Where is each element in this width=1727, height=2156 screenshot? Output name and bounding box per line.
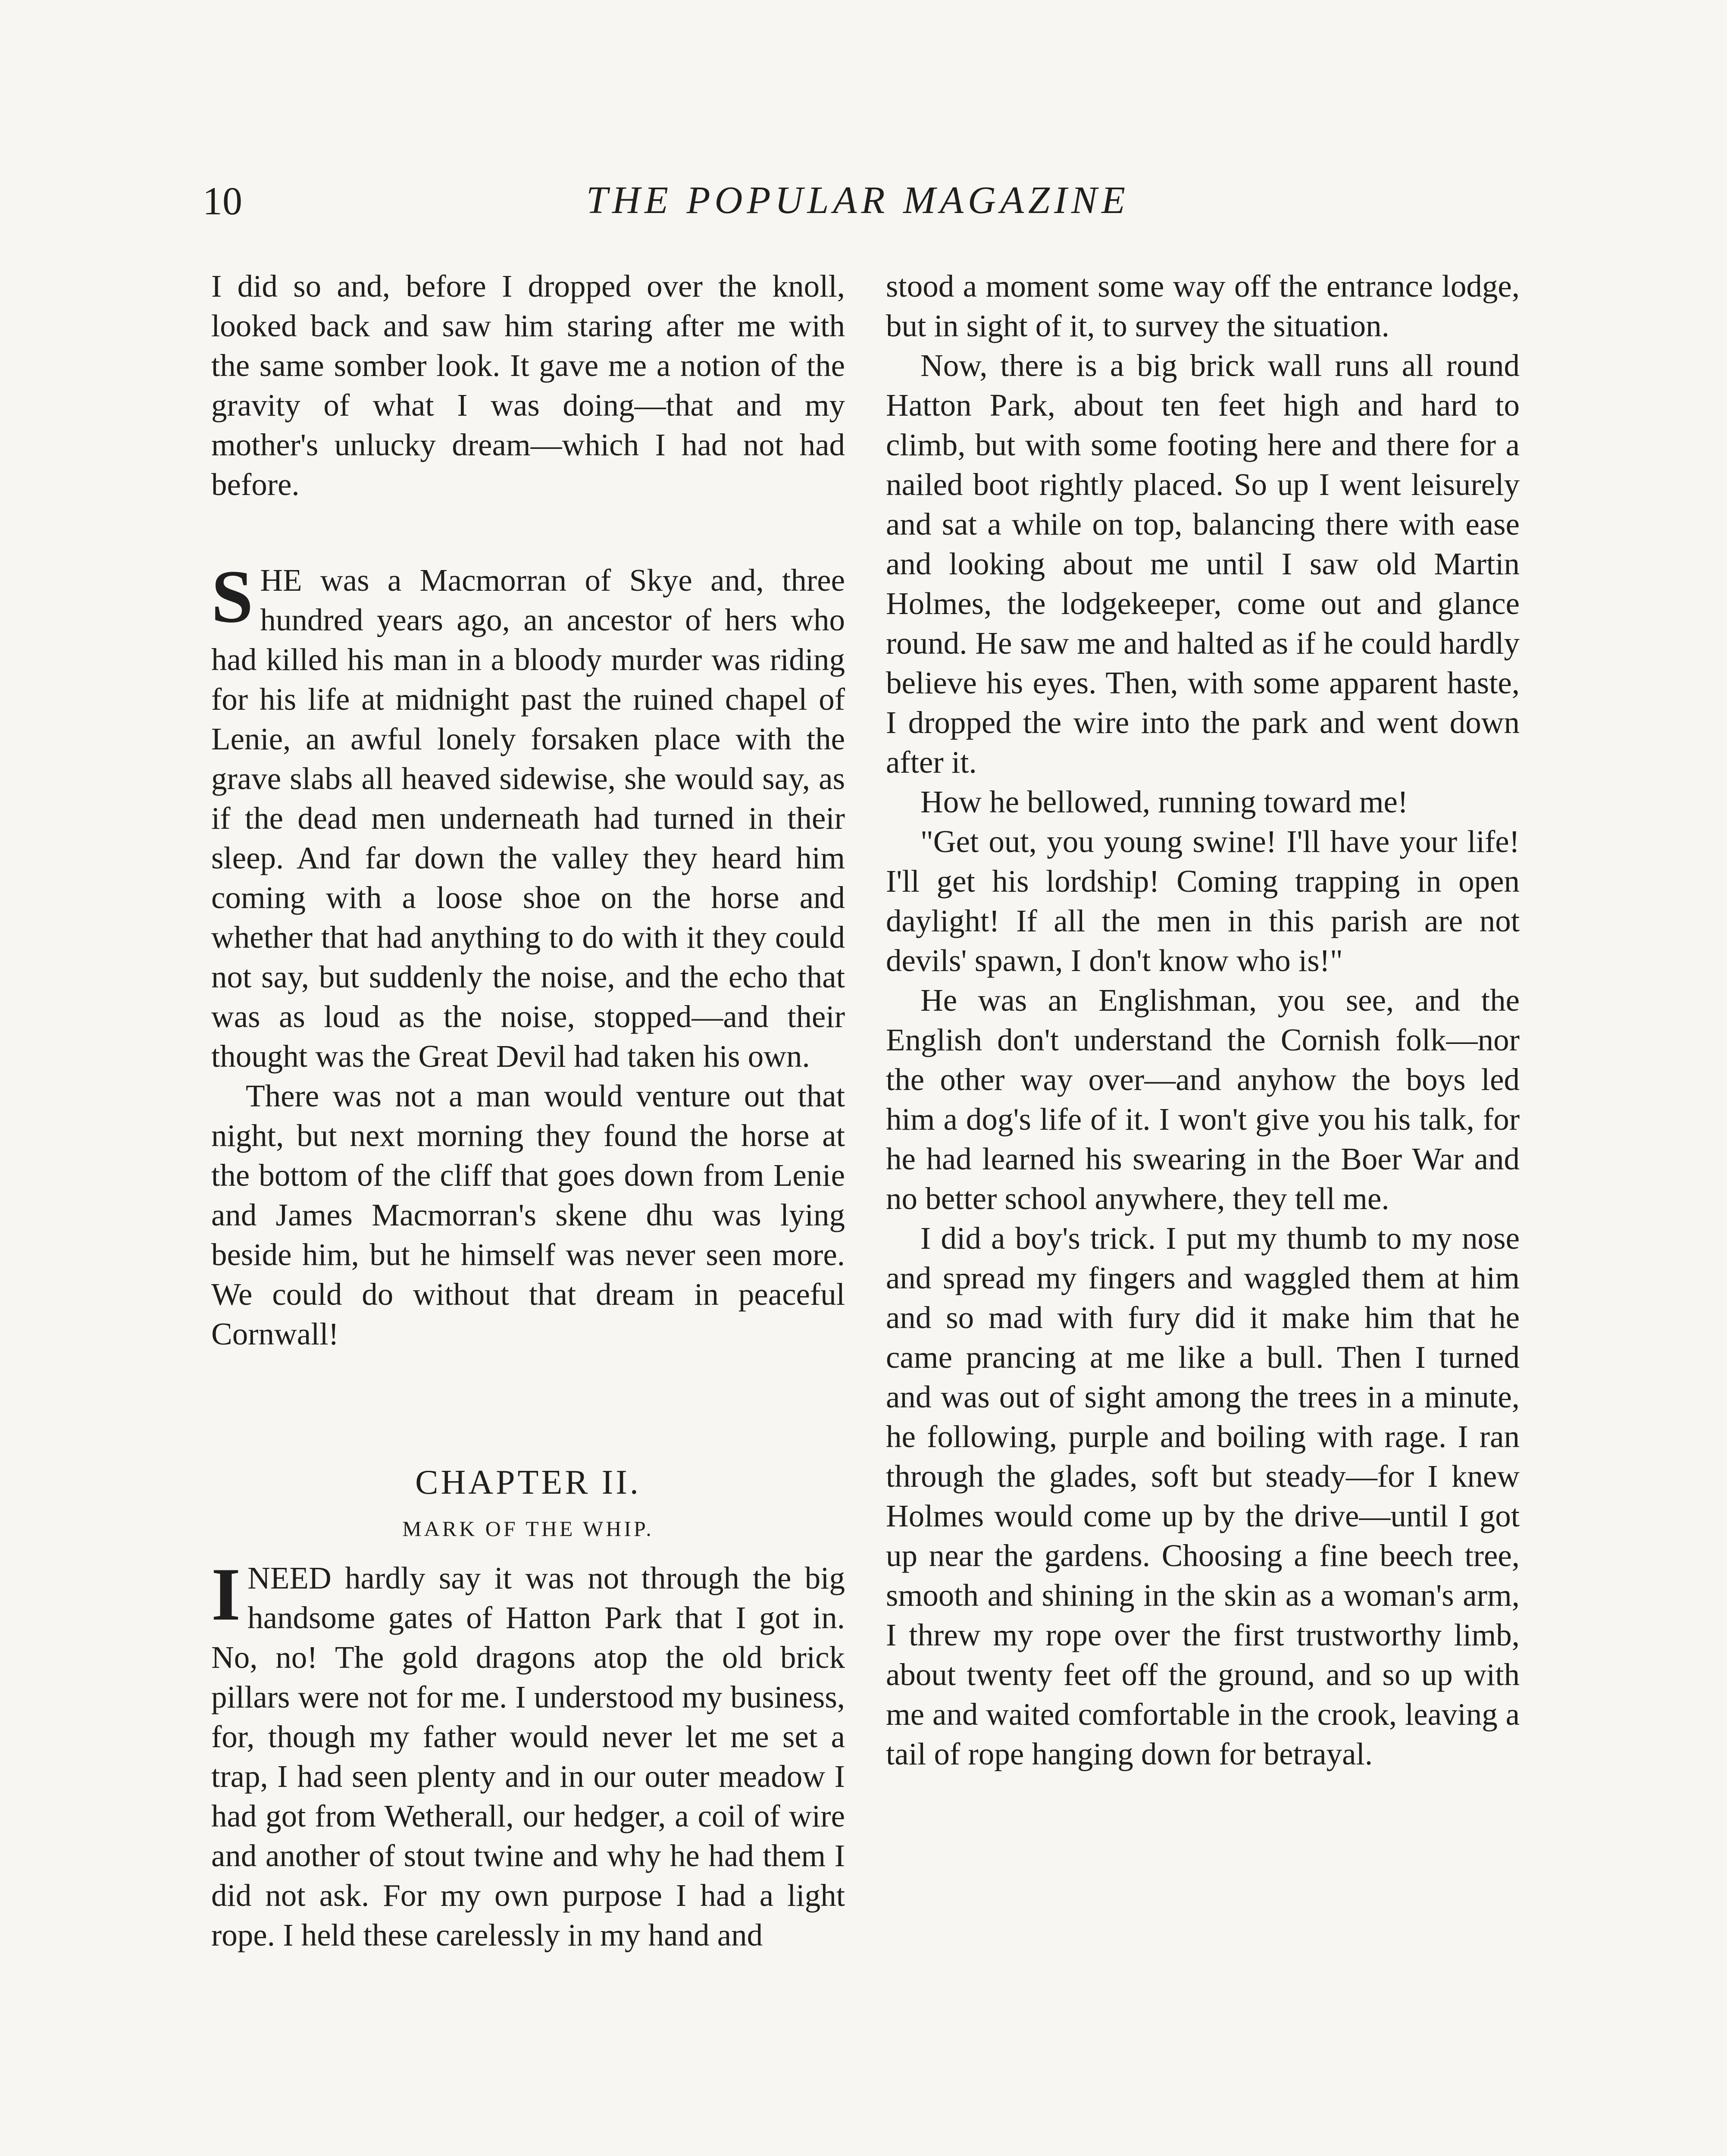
paragraph: There was not a man would venture out that night, but next morning they found the horse at the bottom of the cliff that goes down from Lenie and James Macmorran's skene dhu was lying beside him, but he himself was never seen more. We could do without that dream in peaceful Cornwall!	[211, 1078, 845, 1351]
running-head: THE POPULAR MAGAZINE	[586, 179, 1129, 222]
chapter-title: CHAPTER II.	[415, 1463, 641, 1501]
paragraph-text: HE was a Macmorran of Skye and, three hundred years ago, an ancestor of hers who had killed his man in a bloody murder was riding for his life at midnight past the ruined chapel of Lenie, an awful lonely forsaken place with the grave slabs all heaved sidewise, she would say, as if the dead men underneath had turned in their sleep. And far down the valley they heard him coming with a loose shoe on the horse and whether that had anything to do with it they could not say, but suddenly the noise, and the echo that was as loud as the noise, stopped—and their thought was the Great Devil had taken his own.	[211, 563, 845, 1074]
drop-cap: I	[211, 1552, 241, 1636]
chapter-subtitle: MARK OF THE WHIP.	[402, 1517, 654, 1541]
paragraph-text: NEED hardly say it was not through the big handsome gates of Hatton Park that I got in. No, no! The gold dragons atop the old brick pillars were not for me. I understood my business, for, though my father would never let me set a trap, I had seen plenty and in our outer meadow I had got from Wetherall, our hedger, a coil of wire and another of stout twine and why he had them I did not ask. For my own purpose I had a light rope. I held these carelessly in my hand and	[211, 1561, 845, 1952]
right-column	[886, 266, 1520, 1774]
page-number: 10	[203, 179, 242, 223]
drop-cap: S	[211, 555, 253, 638]
paragraph: Now, there is a big brick wall runs all round Hatton Park, about ten feet high and hard to climb, but with some footing here and there for a nailed boot rightly placed. So up I went leisurely and sat a while on top, balancing there with ease and looking about me until I saw old Martin Holmes, the lodgekeeper, come out and glance round. He saw me and halted as if he could hardly believe his eyes. Then, with some apparent haste, I dropped the wire into the park and went down after it.	[886, 348, 1520, 780]
paragraph: "Get out, you young swine! I'll have your life! I'll get his lordship! Coming trapping in open daylight! If all the men in this parish are not devils' spawn, I don't know who is!"	[886, 824, 1520, 978]
paragraph: stood a moment some way off the entrance lodge, but in sight of it, to survey the situation.	[886, 269, 1520, 343]
paragraph: He was an Englishman, you see, and the English don't understand the Cornish folk—nor the other way over—and anyhow the boys led him a dog's life of it. I won't give you his talk, for he had learned his swearing in the Boer War and no better school anywhere, they tell me.	[886, 983, 1520, 1216]
paragraph: I did a boy's trick. I put my thumb to my nose and spread my fingers and waggled them at him and so mad with fury did it make him that he came prancing at me like a bull. Then I turned and was out of sight among the trees in a minute, he following, purple and boiling with rage. I ran through the glades, soft but steady—for I knew Holmes would come up by the drive—until I got up near the gardens. Choosing a fine beech tree, smooth and shining in the skin as a woman's arm, I threw my rope over the first trustworthy limb, about twenty feet off the ground, and so up with me and waited comfortable in the crook, leaving a tail of rope hanging down for betrayal.	[886, 1221, 1520, 1771]
paragraph: How he bellowed, running toward me!	[920, 784, 1408, 819]
paragraph-with-dropcap	[211, 1552, 845, 1955]
paragraph-with-dropcap	[211, 555, 845, 1076]
paragraph: I did so and, before I dropped over the knoll, looked back and saw him staring after me with the same somber look. It gave me a notion of the gravity of what I was doing—that and my mother's unlucky dream—which I had not had before.	[211, 269, 845, 502]
left-column	[211, 266, 845, 1955]
